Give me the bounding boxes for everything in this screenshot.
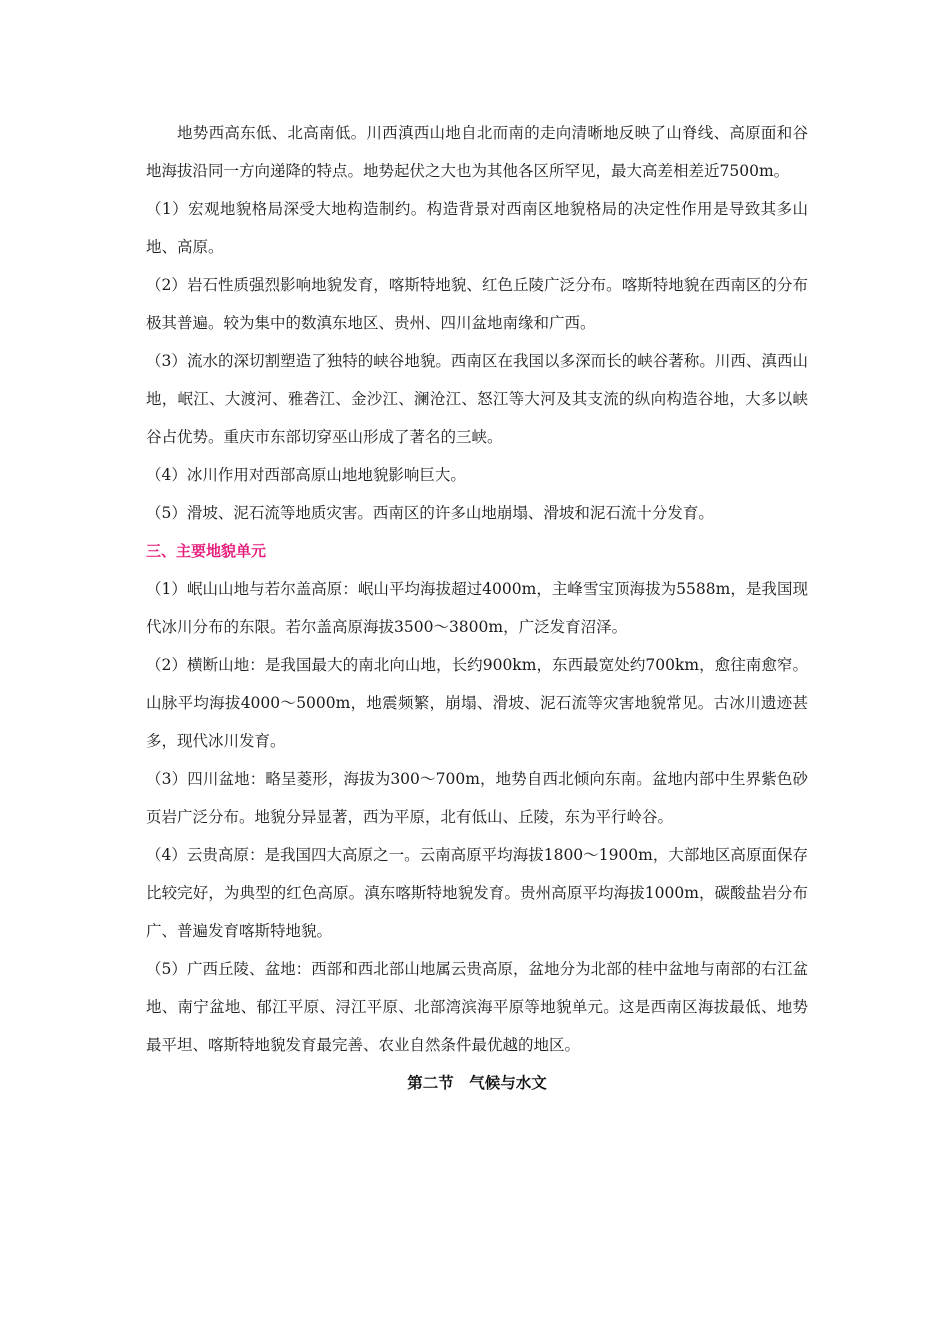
point-paragraph: （5）滑坡、泥石流等地质灾害。西南区的许多山地崩塌、滑坡和泥石流十分发育。 — [146, 504, 714, 522]
unit-paragraph: （3）四川盆地：略呈菱形，海拔为300～700m，地势自西北倾向东南。盆地内部中生界紫色砂页岩广泛分布。地貌分异显著，西为平原，北有低山、丘陵，东为平行岭谷。 — [146, 770, 808, 826]
section-title: 第二节 气候与水文 — [407, 1074, 547, 1092]
section-heading: 三、主要地貌单元 — [146, 542, 267, 560]
unit-paragraph: （4）云贵高原：是我国四大高原之一。云南高原平均海拔1800～1900m，大部地区高原面保存比较完好，为典型的红色高原。滇东喀斯特地貌发育。贵州高原平均海拔1000m，碳酸盐岩分布广、普遍发育喀斯特地貌。 — [146, 846, 808, 940]
document-body — [146, 114, 808, 1102]
unit-paragraph: （2）横断山地：是我国最大的南北向山地，长约900km，东西最宽处约700km，愈往南愈窄。山脉平均海拔4000～5000m，地震频繁，崩塌、滑坡、泥石流等灾害地貌常见。古冰川遗迹甚多，现代冰川发育。 — [146, 656, 808, 750]
unit-paragraph: （1）岷山山地与若尔盖高原：岷山平均海拔超过4000m，主峰雪宝顶海拔为5588m，是我国现代冰川分布的东限。若尔盖高原海拔3500～3800m，广泛发育沼泽。 — [146, 580, 808, 636]
point-paragraph: （2）岩石性质强烈影响地貌发育，喀斯特地貌、红色丘陵广泛分布。喀斯特地貌在西南区的分布极其普遍。较为集中的数滇东地区、贵州、四川盆地南缘和广西。 — [146, 276, 808, 332]
point-paragraph: （1）宏观地貌格局深受大地构造制约。构造背景对西南区地貌格局的决定性作用是导致其多山地、高原。 — [146, 200, 808, 256]
point-paragraph: （3）流水的深切割塑造了独特的峡谷地貌。西南区在我国以多深而长的峡谷著称。川西、滇西山地，岷江、大渡河、雅砻江、金沙江、澜沧江、怒江等大河及其支流的纵向构造谷地，大多以峡谷占优势。重庆市东部切穿巫山形成了著名的三峡。 — [146, 352, 808, 446]
unit-paragraph: （5）广西丘陵、盆地：西部和西北部山地属云贵高原，盆地分为北部的桂中盆地与南部的右江盆地、南宁盆地、郁江平原、浔江平原、北部湾滨海平原等地貌单元。这是西南区海拔最低、地势最平坦、喀斯特地貌发育最完善、农业自然条件最优越的地区。 — [146, 960, 808, 1054]
intro-paragraph: 地势西高东低、北高南低。川西滇西山地自北而南的走向清晰地反映了山脊线、高原面和谷地海拔沿同一方向递降的特点。地势起伏之大也为其他各区所罕见，最大高差相差近7500m。 — [146, 124, 808, 180]
point-paragraph: （4）冰川作用对西部高原山地地貌影响巨大。 — [146, 466, 466, 484]
